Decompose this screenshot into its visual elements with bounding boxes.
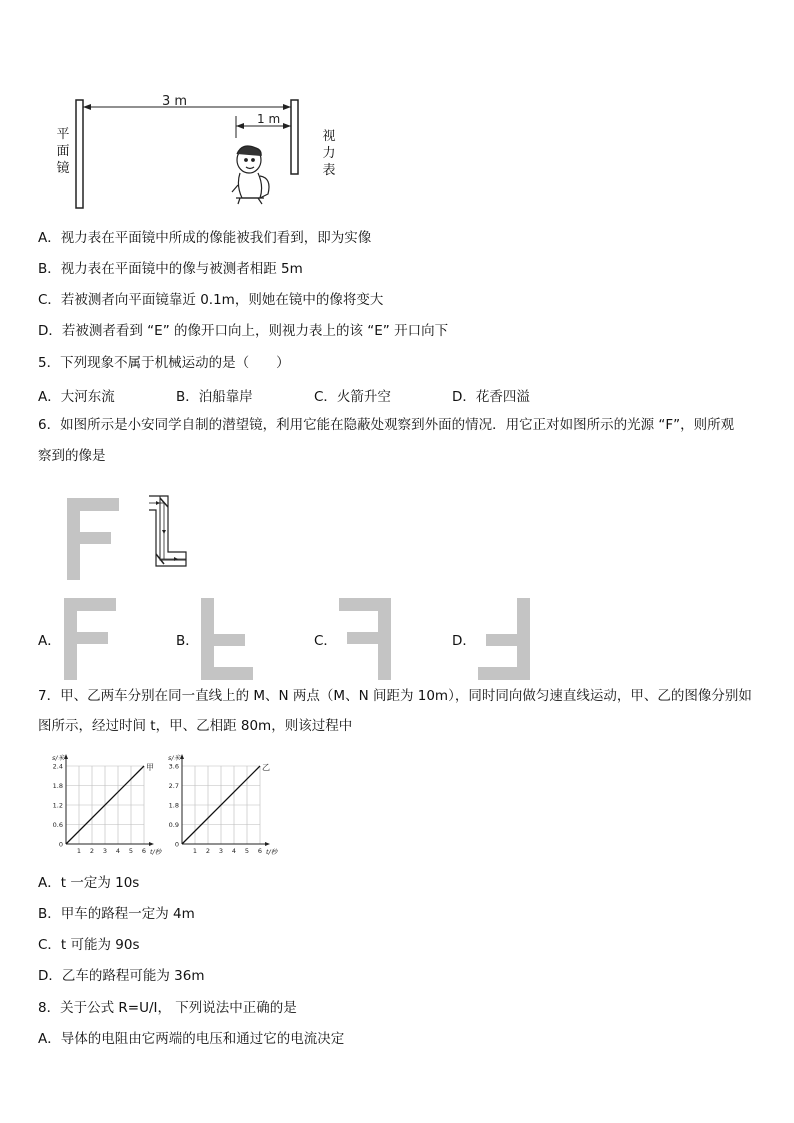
- dist-total-label: 3 m: [162, 94, 188, 109]
- x-tick-label: 5: [128, 847, 134, 855]
- chart-label: 视 力 表: [322, 129, 336, 178]
- y-tick-label: 1.2: [52, 801, 63, 810]
- y-tick-label: 0: [58, 840, 63, 849]
- series-label: 甲: [146, 763, 154, 772]
- light-source-f-icon: [67, 498, 121, 580]
- q6-stem-line2: 察到的像是: [38, 448, 106, 464]
- y-tick-label: 2.4: [52, 762, 63, 771]
- observer-icon: [232, 146, 269, 204]
- q6-option-c-glyph: [337, 598, 391, 680]
- y-tick-label: 1.8: [168, 801, 179, 810]
- q8-option-a: A．导体的电阻由它两端的电压和通过它的电流决定: [38, 1031, 345, 1047]
- q5-option-a: A．大河东流: [38, 389, 115, 405]
- mirror-figure: [50, 90, 350, 215]
- q4-option-d: D．若被测者看到 “E” 的像开口向上，则视力表上的该 “E” 开口向下: [38, 323, 449, 339]
- q6-option-a-glyph: [64, 598, 118, 680]
- x-axis-arrow: [265, 842, 270, 846]
- q4-option-a: A．视力表在平面镜中所成的像能被我们看到，即为实像: [38, 230, 372, 246]
- q5-options: [38, 385, 738, 403]
- y-tick-label: 1.8: [52, 782, 63, 790]
- plane-mirror: [76, 100, 83, 208]
- q7-option-b: B．甲车的路程一定为 4m: [38, 906, 195, 922]
- y-axis-arrow: [180, 754, 184, 759]
- q7-stem-line2: 图所示，经过时间 t，甲、乙相距 80m，则该过程中: [38, 718, 353, 734]
- x-tick-label: 1: [192, 847, 198, 855]
- y-tick-label: 0: [174, 840, 179, 849]
- q6-option-b-label: B．: [176, 633, 199, 649]
- x-tick-label: 5: [244, 847, 250, 855]
- x-tick-label: 2: [205, 847, 211, 855]
- x-axis-arrow: [149, 842, 154, 846]
- q8-stem: 8．关于公式 R=U/I， 下列说法中正确的是: [38, 1000, 297, 1016]
- q5-option-d: D．花香四溢: [452, 389, 530, 405]
- y-axis-arrow: [64, 754, 68, 759]
- q6-stem-line1: 6．如图所示是小安同学自制的潜望镜，利用它能在隐蔽处观察到外面的情况．用它正对如图所示的光源 “F”，则所观: [38, 417, 735, 433]
- periscope-icon: [146, 494, 196, 578]
- q7-stem-line1: 7．甲、乙两车分别在同一直线上的 M、N 两点（M、N 间距为 10m），同时同向做匀速直线运动，甲、乙的图像分别如: [38, 688, 752, 704]
- mirror-label: 平 面 镜: [56, 127, 70, 176]
- q6-option-a-label: A．: [38, 633, 61, 649]
- x-tick-label: 6: [141, 847, 147, 855]
- q7-option-a: A．t 一定为 10s: [38, 875, 140, 891]
- y-tick-label: 0.6: [52, 821, 63, 829]
- q5-option-b: B．泊船靠岸: [176, 389, 253, 405]
- series-label: 乙: [262, 763, 270, 772]
- q4-option-b: B．视力表在平面镜中的像与被测者相距 5m: [38, 261, 303, 277]
- x-tick-label: 3: [102, 847, 108, 855]
- y-axis-label: s/米: [52, 754, 65, 762]
- x-tick-label: 4: [231, 847, 237, 855]
- q6-option-d-label: D．: [452, 633, 476, 649]
- y-tick-label: 3.6: [168, 762, 179, 771]
- q5-option-c: C．火箭升空: [314, 389, 391, 405]
- q4-option-c: C．若被测者向平面镜靠近 0.1m，则她在镜中的像将变大: [38, 292, 384, 308]
- q7-option-d: D．乙车的路程可能为 36m: [38, 968, 205, 984]
- q6-option-b-glyph: [201, 598, 255, 680]
- eye-chart: [291, 100, 298, 174]
- q6-option-c-label: C．: [314, 633, 337, 649]
- x-axis-label: t/秒: [266, 848, 278, 856]
- dist-short-label: 1 m: [257, 112, 281, 126]
- x-tick-label: 4: [115, 847, 121, 855]
- y-tick-label: 2.7: [168, 782, 179, 790]
- y-tick-label: 0.9: [168, 821, 179, 829]
- q6-option-d-glyph: [476, 598, 530, 680]
- q7-option-c: C．t 可能为 90s: [38, 937, 140, 953]
- chart-yi: [160, 752, 278, 862]
- x-tick-label: 6: [257, 847, 263, 855]
- y-axis-label: s/米: [168, 754, 181, 762]
- x-tick-label: 1: [76, 847, 82, 855]
- chart-jia: [44, 752, 162, 862]
- x-axis-label: t/秒: [150, 848, 162, 856]
- q5-stem: 5．下列现象不属于机械运动的是（ ）: [38, 355, 290, 371]
- x-tick-label: 2: [89, 847, 95, 855]
- x-tick-label: 3: [218, 847, 224, 855]
